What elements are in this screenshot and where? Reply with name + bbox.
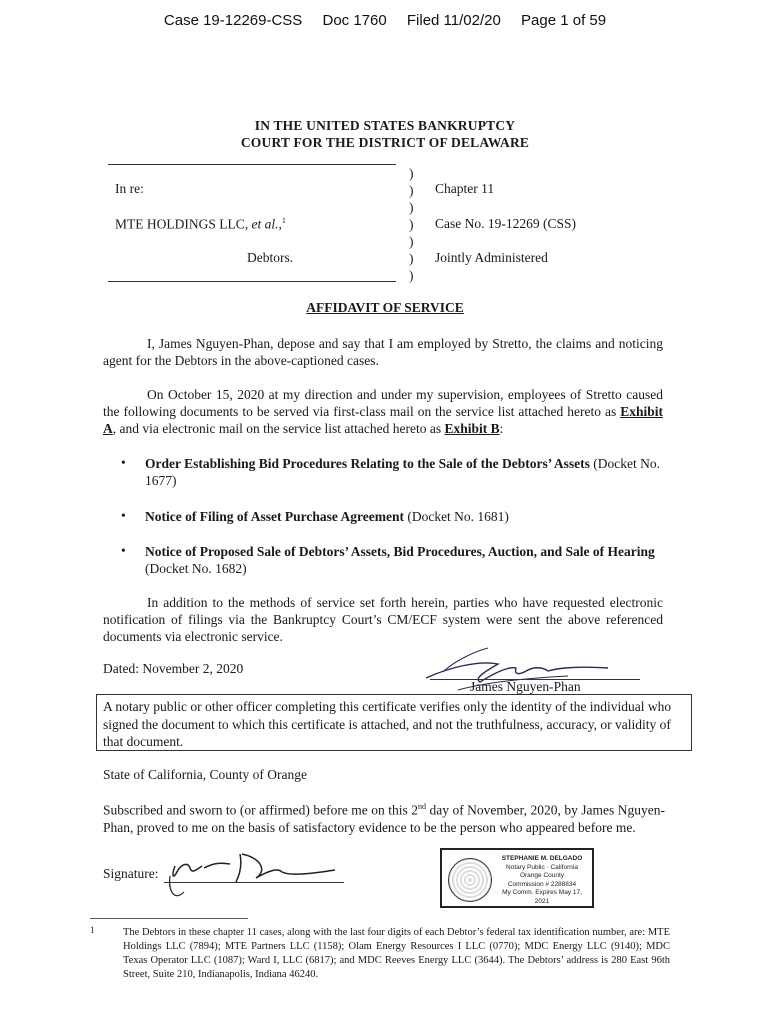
bullet-marker: • — [121, 543, 126, 558]
footnote-text: The Debtors in these chapter 11 cases, along with the last four digits of each Debtor’s federal tax identification number, are: MTE Holdings LLC (7894); MTE Partners LLC (1158); Olam Energy Resources I LLC (0770); MDC Energy LLC (9140); MDC Texas Operator LLC (1087); Ward I, LLC (6817); and MDC Reeves Energy LLC (3644). The Debtors’ address is 280 East 96th Street, Suite 210, Indianapolis, Indiana 46240. — [123, 927, 670, 980]
debtors-label: Debtors. — [247, 250, 294, 265]
case-number-stamp: Case 19-12269-CSS — [163, 12, 303, 29]
served-document-title: Notice of Filing of Asset Purchase Agreement — [145, 509, 404, 524]
paragraph-service-text-c: : — [499, 421, 504, 436]
notary-title: Notary Public · California — [506, 863, 578, 871]
bullet-marker: • — [121, 455, 126, 470]
doc-number-stamp: Doc 1760 — [322, 12, 387, 29]
served-document-docket: (Docket No. 1677) — [145, 456, 660, 488]
document-title: AFFIDAVIT OF SERVICE — [306, 300, 464, 315]
ecf-header-stamp — [0, 12, 770, 29]
caption-parentheses: ) ) ) ) ) ) ) — [409, 166, 414, 283]
caption-top-rule — [108, 164, 396, 165]
served-document-title: Order Establishing Bid Procedures Relating to the Sale of the Debtors’ Assets — [145, 456, 590, 471]
exhibit-b-ref: Exhibit B — [444, 421, 500, 436]
jointly-administered-label: Jointly Administered — [435, 250, 548, 265]
affiant-name: James Nguyen-Phan — [470, 679, 581, 694]
debtor-name: MTE HOLDINGS LLC, — [115, 216, 249, 232]
et-al: et al., — [251, 216, 282, 232]
notary-county: Orange County — [519, 872, 565, 879]
notary-commission: Commission # 2288834 — [507, 880, 577, 888]
served-document-docket: (Docket No. 1682) — [145, 561, 247, 576]
served-document-item — [145, 543, 665, 577]
court-heading — [0, 117, 770, 151]
served-document-item — [145, 455, 665, 489]
paragraph-employment — [103, 335, 663, 369]
signature-label: Signature: — [103, 866, 159, 881]
in-re-label: In re: — [115, 181, 144, 196]
debtor-name-line — [115, 216, 286, 233]
paragraph-electronic-service-text: In addition to the methods of service set forth herein, parties who have requested electronic notification of filings via the Bankruptcy Court’s CM/ECF system were sent the above referenced documents via electronic service. — [103, 595, 663, 644]
paragraph-employment-text: I, James Nguyen-Phan, depose and say that I am employed by Stretto, the claims and noticing agent for the Debtors in the above-captioned cases. — [103, 336, 663, 368]
jurat-ordinal-suffix: nd — [417, 802, 426, 811]
served-document-title: Notice of Proposed Sale of Debtors’ Assets, Bid Procedures, Auction, and Sale of Hearing — [145, 544, 655, 559]
jurat-text-b: day of November, 2020, by James Nguyen-Phan, proved to me on the basis of satisfactory evidence to be the person who appeared before me. — [103, 802, 666, 835]
notary-seal-emblem — [448, 858, 492, 902]
footnote-reference: 1 — [281, 216, 286, 225]
jurat-paragraph — [103, 798, 665, 836]
paragraph-service-text-a: On October 15, 2020 at my direction and under my supervision, employees of Stretto caused the following documents to be served via first-class mail on the service list attached hereto as — [103, 387, 663, 419]
page-count-stamp: Page 1 of 59 — [521, 12, 607, 29]
notary-notice-box — [96, 694, 692, 751]
notary-expiration: My Comm. Expires May 17, 2021 — [502, 889, 582, 905]
dated-line: Dated: November 2, 2020 — [103, 661, 244, 676]
court-heading-line-1: IN THE UNITED STATES BANKRUPTCY — [254, 118, 516, 133]
jurat-text-a: Subscribed and sworn to (or affirmed) before me on this 2 — [103, 802, 418, 818]
bullet-marker: • — [121, 508, 126, 523]
paragraph-service — [103, 386, 663, 437]
notary-seal — [440, 848, 594, 908]
case-number-label: Case No. 19-12269 (CSS) — [435, 216, 576, 231]
venue-line: State of California, County of Orange — [103, 767, 307, 782]
notary-seal-text — [494, 855, 590, 906]
filed-date-stamp: Filed 11/02/20 — [406, 12, 501, 29]
paragraph-service-text-b: , and via electronic mail on the service list attached hereto as — [112, 421, 445, 436]
notary-signature-image — [160, 848, 360, 913]
footnote-marker: 1 — [90, 925, 95, 935]
chapter-label: Chapter 11 — [435, 181, 495, 196]
served-document-docket: (Docket No. 1681) — [403, 509, 509, 524]
footnote-rule — [90, 918, 248, 919]
served-document-item — [145, 508, 665, 525]
court-heading-line-2: COURT FOR THE DISTRICT OF DELAWARE — [240, 135, 530, 150]
notary-notice-text: A notary public or other officer completing this certificate verifies only the identity of the individual who signed the document to which this certificate is attached, and not the truthfulness, accuracy, or validity of that document. — [103, 699, 672, 749]
exhibit-a-ref: Exhibit A — [103, 404, 663, 436]
caption-bottom-rule — [108, 281, 396, 282]
notary-name: STEPHANIE M. DELGADO — [501, 855, 583, 862]
